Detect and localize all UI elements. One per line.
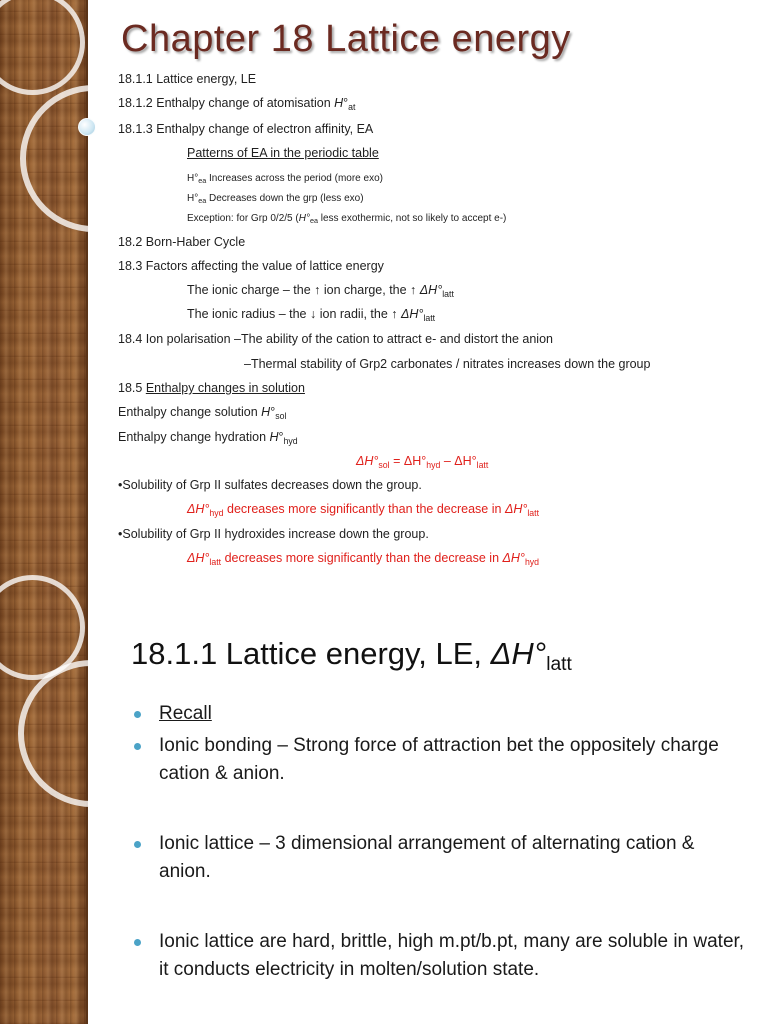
bullet-dot-icon xyxy=(134,743,141,750)
bullet-item: Ionic lattice – 3 dimensional arrangement of alternating cation & anion. xyxy=(131,830,751,886)
toc-line-14: 18.5 Enthalpy changes in solution xyxy=(118,381,305,395)
toc-line-4: Patterns of EA in the periodic table xyxy=(187,146,379,160)
toc-line-7: Exception: for Grp 0/2/5 ($H^\circ_{ea}$ less exothermic, not so likely to accept e-) xyxy=(187,213,507,225)
bullet-list xyxy=(131,700,751,984)
bullet-dot-icon xyxy=(134,841,141,848)
toc-line-21: $\Delta H^\circ_{latt}$ decreases more significantly than the decrease in $\Delta H^\circ_{hyd}$ xyxy=(187,551,540,567)
toc-line-1: 18.1.1 Lattice energy, LE xyxy=(118,72,257,86)
toc-line-3: 18.1.3 Enthalpy change of electron affinity, EA xyxy=(118,122,374,136)
bullet-dot-icon xyxy=(134,939,141,946)
slide-2-title: 18.1.1 Lattice energy, LE, $\Delta H^\circ_{latt}$ xyxy=(131,636,572,675)
equation-line: $\Delta H^\circ_{sol} = \Delta H^\circ_{hyd} - \Delta H^\circ_{latt}$ xyxy=(356,454,489,470)
slide-1-title: Chapter 18 Lattice energy xyxy=(121,18,571,60)
toc-line-19: $\Delta H^\circ_{hyd}$ decreases more significantly than the decrease in $\Delta H^\circ_{latt}$ xyxy=(187,502,540,518)
toc-line-16: Enthalpy change hydration $H^\circ_{hyd}$ xyxy=(118,430,298,446)
toc-line-20: •Solubility of Grp II hydroxides increase down the group. xyxy=(118,527,429,541)
toc-line-6: $H^\circ_{ea}$ Decreases down the grp (less exo) xyxy=(187,193,364,205)
decorative-bead xyxy=(78,118,96,136)
toc-line-13: –Thermal stability of Grp2 carbonates / nitrates increases down the group xyxy=(244,357,651,371)
toc-line-15: Enthalpy change solution $H^\circ_{sol}$ xyxy=(118,405,287,421)
bullet-item: Ionic lattice are hard, brittle, high m.pt/b.pt, many are soluble in water, it conducts electricity in molten/solution state. xyxy=(131,928,751,984)
toc-line-11: The ionic radius – the ↓ ion radii, the ↑ $\Delta H^\circ_{latt}$ xyxy=(187,307,436,323)
toc-line-5: $H^\circ_{ea}$ Increases across the period (more exo) xyxy=(187,173,383,185)
bullet-dot-icon xyxy=(134,711,141,718)
toc-line-2: 18.1.2 Enthalpy change of atomisation $H^\circ_{at}$ xyxy=(118,96,356,112)
toc-line-9: 18.3 Factors affecting the value of lattice energy xyxy=(118,259,384,273)
toc-line-10: The ionic charge – the ↑ ion charge, the ↑ $\Delta H^\circ_{latt}$ xyxy=(187,283,454,299)
bullet-item: Ionic bonding – Strong force of attraction bet the oppositely charge cation & anion. xyxy=(131,732,751,788)
bullet-item: Recall xyxy=(131,700,751,728)
toc-line-12: 18.4 Ion polarisation –The ability of the cation to attract e- and distort the anion xyxy=(118,332,553,346)
toc-line-8: 18.2 Born-Haber Cycle xyxy=(118,235,246,249)
toc-line-18: •Solubility of Grp II sulfates decreases down the group. xyxy=(118,478,422,492)
